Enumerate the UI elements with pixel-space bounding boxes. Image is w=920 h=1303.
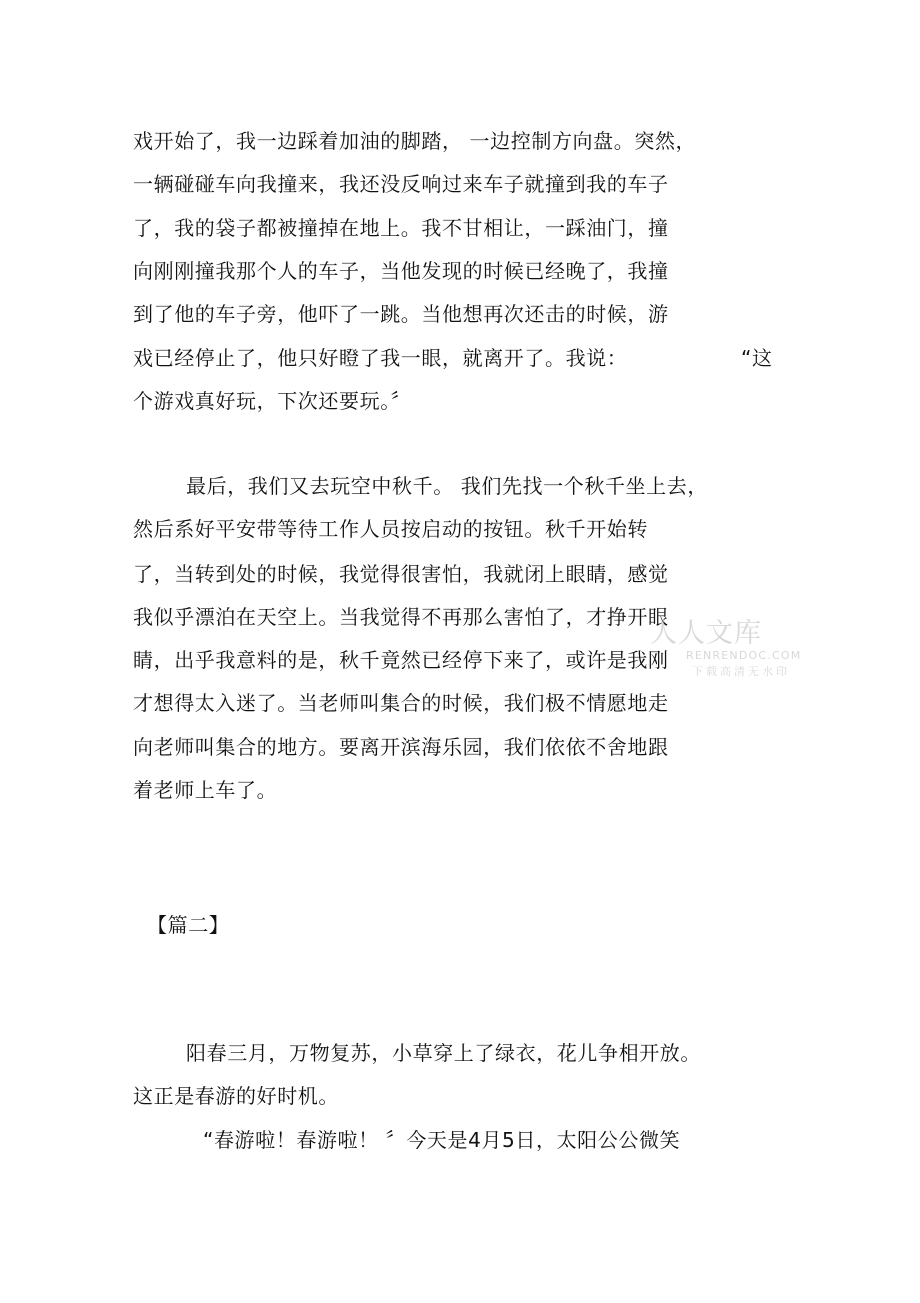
text-line-17: 这正是春游的好时机。 xyxy=(133,1084,339,1108)
text-line-4: 向刚刚撞我那个人的车子，当他发现的时候已经晚了，我撞 xyxy=(133,259,669,283)
text-line-15: 着老师上车了。 xyxy=(133,778,278,802)
text-line-8: 最后，我们又去玩空中秋千。 我们先找一个秋千坐上去， xyxy=(186,474,708,498)
text-line-6-quote: “这 xyxy=(741,346,773,370)
watermark-title: 人人文库 xyxy=(650,618,762,649)
section-heading: 【篇二】 xyxy=(147,913,230,937)
text-line-6: 戏已经停止了，他只好瞪了我一眼，就离开了。我说： xyxy=(133,346,628,370)
watermark-domain: RENRENDOC.COM xyxy=(686,649,802,662)
watermark-logo xyxy=(648,618,802,684)
watermark-subtitle: 下载高清无水印 xyxy=(692,665,790,678)
text-line-11: 我似乎漂泊在天空上。当我觉得不再那么害怕了，才挣开眼 xyxy=(133,605,669,629)
text-line-3: 了，我的袋子都被撞掉在地上。我不甘相让，一踩油门，撞 xyxy=(133,216,669,240)
text-line-16: 阳春三月，万物复苏，小草穿上了绿衣，花儿争相开放。 xyxy=(186,1041,701,1065)
text-line-12: 睛，出乎我意料的是，秋千竟然已经停下来了，或许是我刚 xyxy=(133,648,669,672)
text-line-5: 到了他的车子旁，他吓了一跳。当他想再次还击的时候，游 xyxy=(133,302,669,326)
text-line-2: 一辆碰碰车向我撞来，我还没反响过来车子就撞到我的车子 xyxy=(133,172,669,196)
text-line-1: 戏开始了，我一边踩着加油的脚踏， 一边控制方向盘。突然， xyxy=(133,129,697,153)
text-line-14: 向老师叫集合的地方。要离开滨海乐园，我们依依不舍地跟 xyxy=(133,735,669,759)
text-line-9: 然后系好平安带等待工作人员按启动的按钮。秋千开始转 xyxy=(133,517,648,541)
text-line-7: 个游戏真好玩，下次还要玩。〞 xyxy=(133,389,412,413)
text-line-10: 了，当转到处的时候，我觉得很害怕，我就闭上眼睛，感觉 xyxy=(133,562,669,586)
text-line-13: 才想得太入迷了。当老师叫集合的时候，我们极不情愿地走 xyxy=(133,691,669,715)
text-line-18: “春游啦！春游啦！ 〞今天是4月5日，太阳公公微笑 xyxy=(203,1128,681,1152)
